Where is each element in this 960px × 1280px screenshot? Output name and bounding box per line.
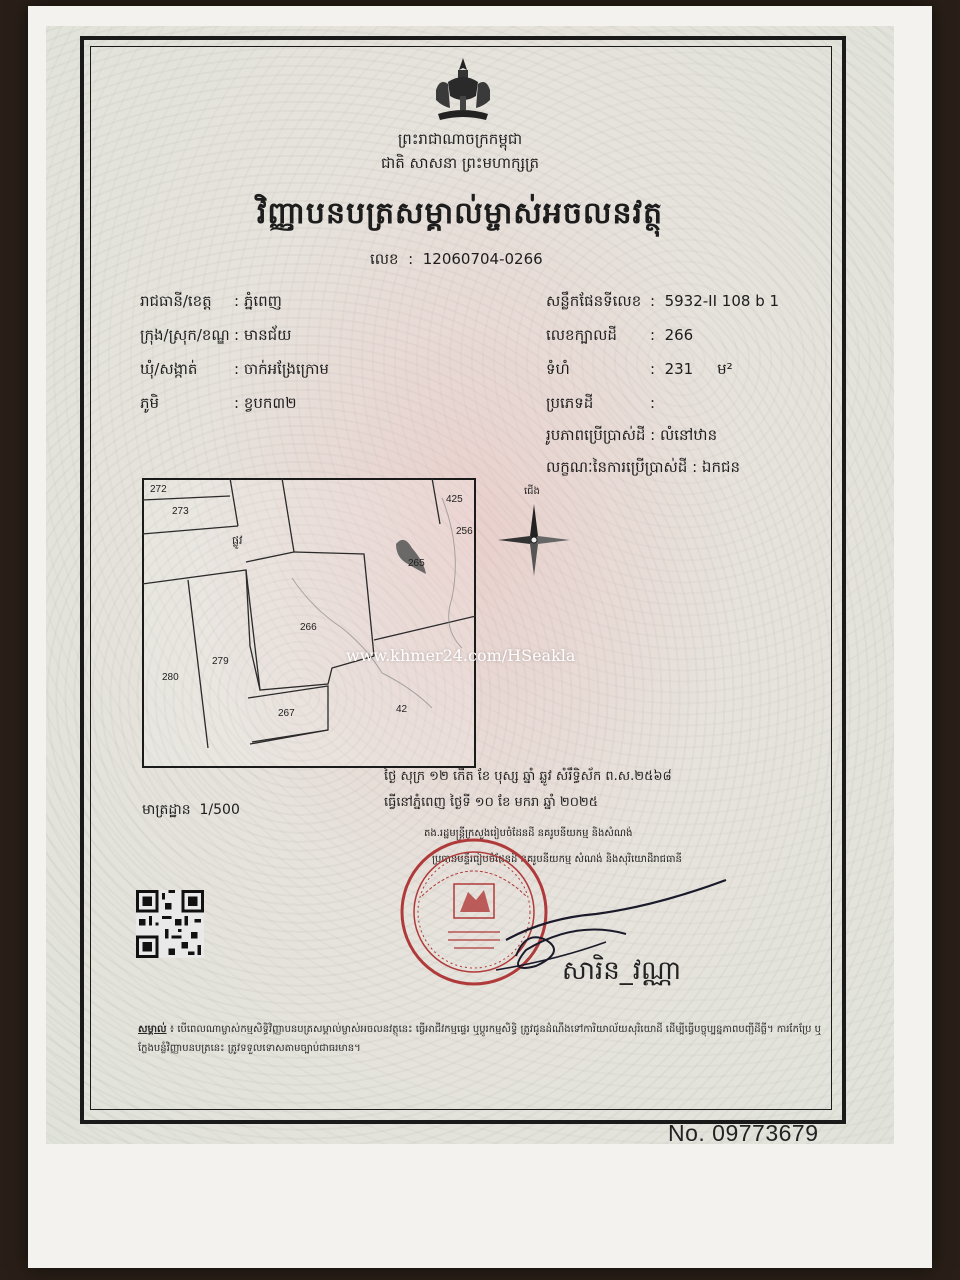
map-scale	[142, 800, 240, 821]
parcel-272-label: 272	[150, 484, 167, 495]
notice-text: បើពេលណាម្ចាស់កម្មសិទ្ធិវិញ្ញាបនបត្រសម្គាល់ម្ចាស់អចលនវត្ថុនេះ ធ្វើអាជីវកម្មផ្ទេរ ឬប្ដូរកម្មសិទ្ធិ ត្រូវជូនដំណឹងទៅការិយាល័យសុរិយោដី ដើម្បីធ្វើបច្ចុប្បន្នភាពបញ្ជីដីធ្លី។ ការកែប្រែ ឬក្លែងបន្លំវិញ្ញាបនបត្រនេះ ត្រូវទទួលទោសតាមច្បាប់ជាធរមាន។	[138, 1024, 821, 1054]
parcel-number-label: លេខក្បាលដី	[546, 326, 617, 344]
certificate-number-label: លេខ	[370, 250, 399, 268]
kingdom-heading: ព្រះរាជាណាចក្រកម្ពុជា	[397, 130, 523, 148]
national-motto: ជាតិ សាសនា ព្រះមហាក្សត្រ	[380, 154, 540, 172]
serial-number: No. 09773679	[668, 1120, 819, 1146]
parcel-425-label: 425	[446, 494, 463, 505]
land-use-label: រូបភាពប្រើប្រាស់ដី : លំនៅឋាន	[546, 426, 718, 444]
certificate-number: លេខ : 12060704-0266	[370, 250, 543, 268]
use-nature-label: លក្ខណៈនៃការប្រើប្រាស់ដី : ឯកជន	[546, 458, 741, 476]
north-label: ជើង	[524, 486, 540, 497]
province-label: រាជធានី/ខេត្ត	[140, 292, 212, 310]
parcel-280-label: 280	[162, 672, 179, 683]
parcel-42-label: 42	[396, 704, 408, 715]
scale-value: 1/500	[199, 802, 240, 818]
scale-label: មាត្រដ្ឋាន	[142, 802, 191, 818]
area-label: ទំហំ	[546, 360, 570, 378]
website-watermark: www.khmer24.com/HSeakla	[346, 646, 576, 665]
province-value: ភ្នំពេញ	[243, 292, 282, 310]
signing-authority-line-1: តង.រដ្ឋមន្ត្រីក្រសួងរៀបចំដែនដី នគរូបនីយកម្ម និងសំណង់	[424, 828, 633, 839]
lunar-date: ថ្ងៃ សុក្រ ១២ កើត ខែ បុស្ស ឆ្នាំ ឆ្លូវ សំរឹទ្ធិស័ក ព.ស.២៥៦៨	[384, 769, 672, 784]
commune-value: ចាក់អង្រែក្រោម	[243, 360, 329, 378]
signer-name: សារិន_វណ្ណា	[562, 956, 682, 986]
parcel-266-label: 266	[300, 622, 317, 633]
village-label: ភូមិ	[140, 394, 160, 412]
royal-emblem-icon	[428, 56, 498, 126]
use-nature-value: ឯកជន	[701, 458, 741, 476]
certificate-number-value: 12060704-0266	[422, 250, 543, 268]
parcel-number-value: 266	[664, 326, 694, 344]
map-sheet-label: សន្លឹកផែនទីលេខ	[546, 292, 642, 310]
certificate-title: វិញ្ញាបនបត្រសម្គាល់ម្ចាស់អចលនវត្ថុ	[256, 196, 664, 231]
area-value: 231	[664, 360, 694, 378]
village-value: ខ្វបក៣២	[243, 394, 297, 412]
compass-rose-icon	[494, 500, 574, 580]
district-value: មានជ័យ	[243, 326, 292, 344]
notice-label: សម្គាល់	[138, 1024, 167, 1035]
parcel-279-label: 279	[212, 656, 229, 667]
cadastral-map	[142, 478, 476, 768]
parcel-265-label: 265	[408, 558, 425, 569]
qr-code	[136, 890, 204, 958]
parcel-273-label: 273	[172, 506, 189, 517]
signing-authority-line-2: ប្រធានមន្ទីររៀបចំដែនដី នគរូបនីយកម្ម សំណង់ និងសុរិយោដីរាជធានី	[432, 854, 682, 865]
district-label: ក្រុង/ស្រុក/ខណ្ឌ	[140, 326, 230, 344]
parcel-256-label: 256	[456, 526, 473, 537]
road-label: ផ្លូវ	[232, 535, 243, 547]
land-use-value: លំនៅឋាន	[659, 426, 718, 444]
map-sheet-value: 5932-II 108 b 1	[664, 292, 780, 310]
parcel-267-label: 267	[278, 708, 295, 719]
area-unit: ម²	[717, 360, 733, 378]
land-type-label: ប្រភេទដី	[546, 394, 594, 412]
commune-label: ឃុំ/សង្កាត់	[140, 360, 198, 378]
solar-date: ធ្វើនៅភ្នំពេញ ថ្ងៃទី ១០ ខែ មករា ឆ្នាំ ២០២៥	[384, 795, 598, 810]
legal-notice: សម្គាល់ ៖ បើពេលណាម្ចាស់កម្មសិទ្ធិវិញ្ញាបនបត្រសម្គាល់ម្ចាស់អចលនវត្ថុនេះ ធ្វើអាជីវកម្មផ្ទេរ ឬប្ដូរកម្មសិទ្ធិ ត្រូវជូនដំណឹងទៅការិយាល័យសុរិយោដី ដើម្បីធ្វើបច្ចុប្បន្នភាពបញ្ជីដីធ្លី។ ការកែប្រែ ឬក្លែងបន្លំវិញ្ញាបនបត្រនេះ ត្រូវទទួលទោសតាមច្បាប់ជាធរមាន។	[138, 1024, 821, 1054]
